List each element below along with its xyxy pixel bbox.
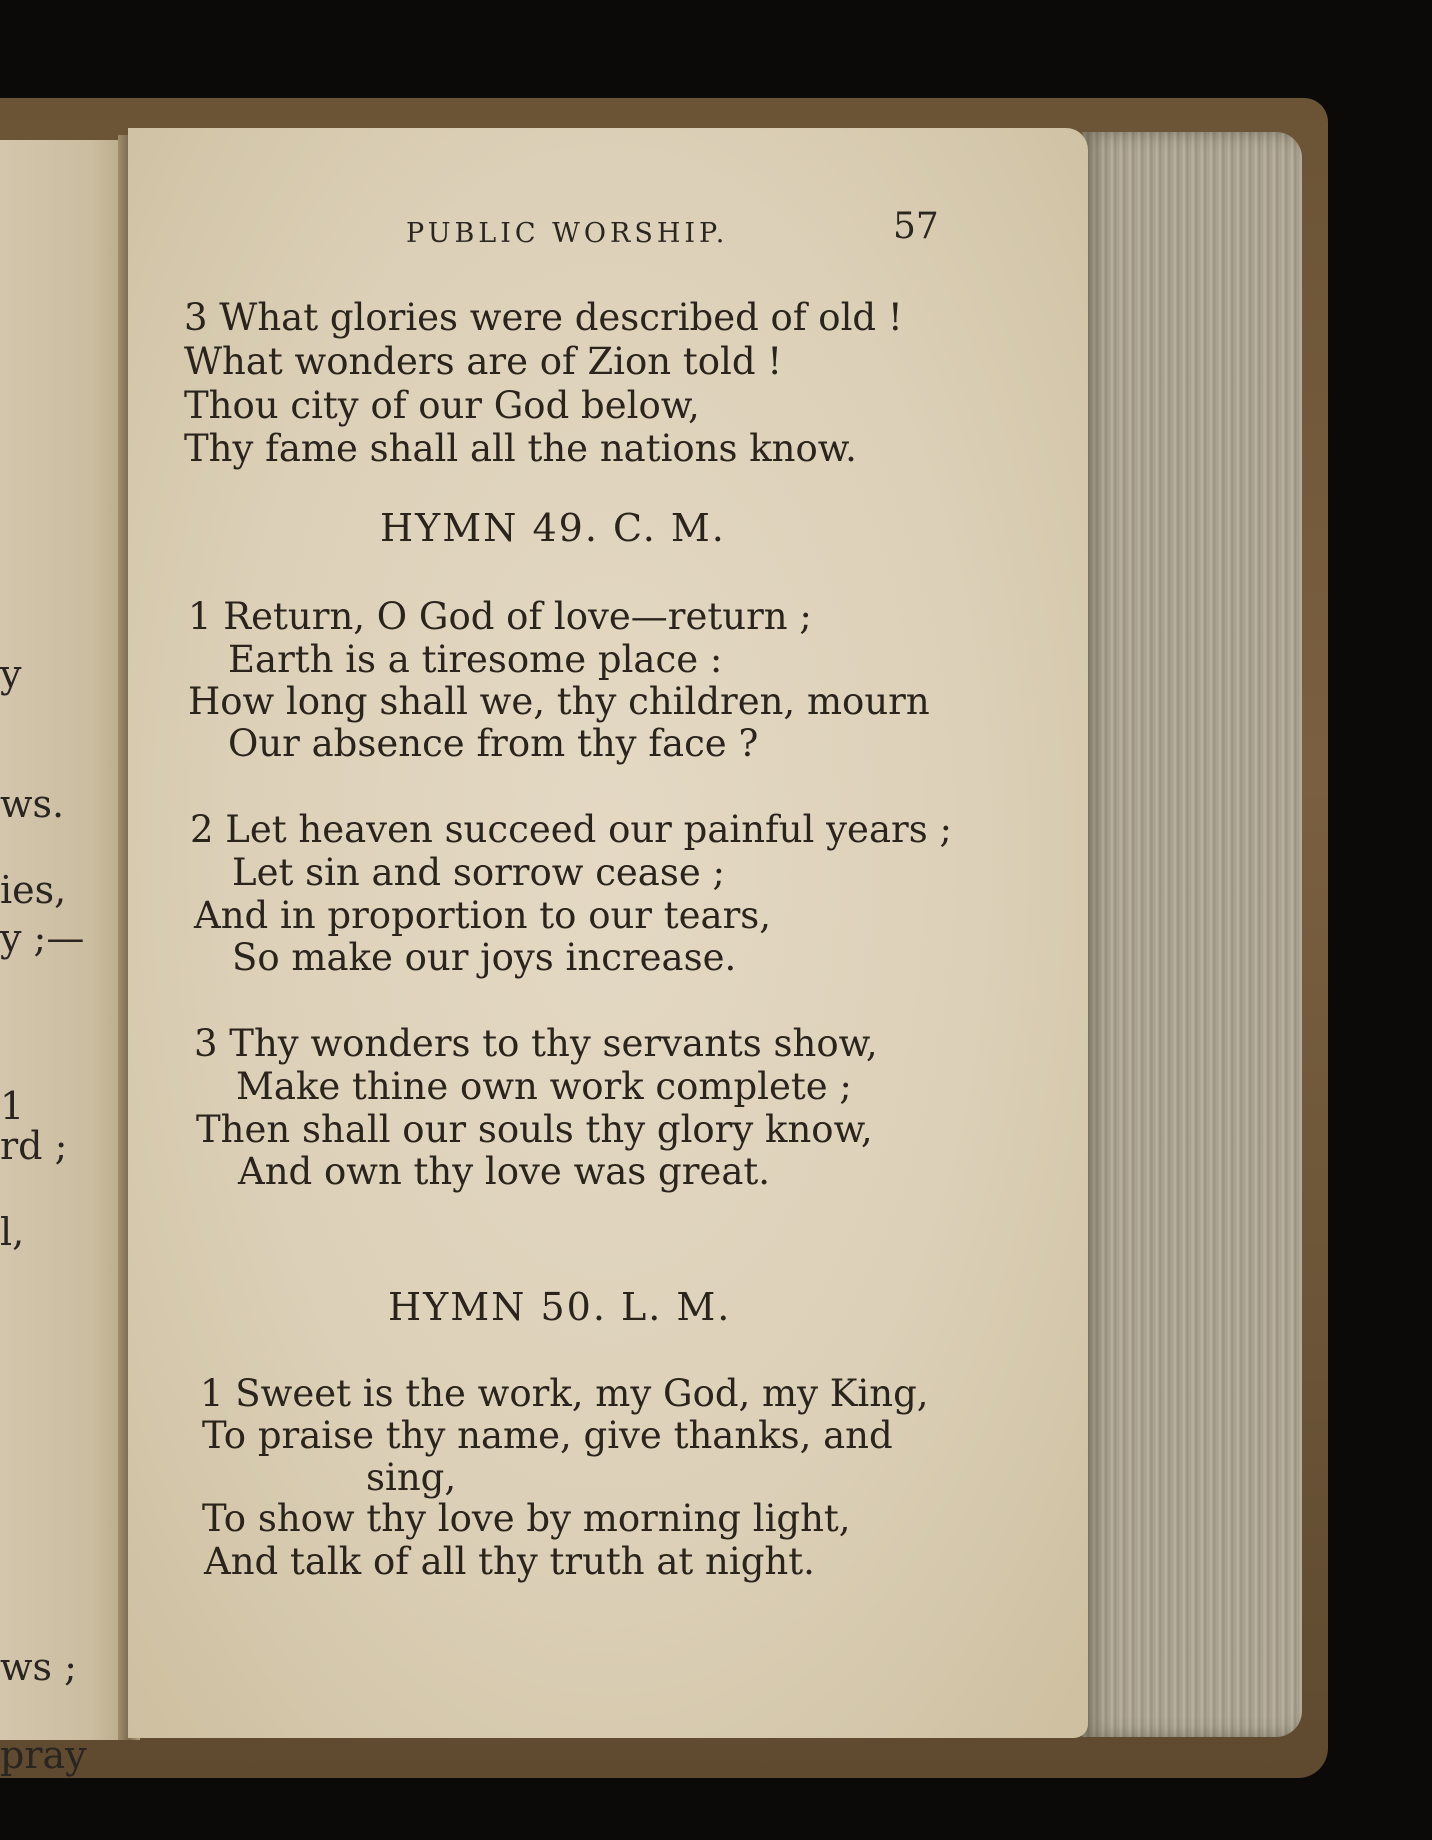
fragment: y	[0, 652, 22, 696]
fragment: ws.	[0, 782, 65, 826]
verse-line: 2 Let heaven succeed our painful years ;	[190, 808, 952, 851]
verse-line: 1 Sweet is the work, my God, my King,	[200, 1372, 929, 1415]
verse-line: Then shall our souls thy glory know,	[196, 1108, 873, 1151]
verse-line: Thy fame shall all the nations know.	[184, 427, 857, 470]
verse-line: And in proportion to our tears,	[194, 894, 772, 937]
hymn-title: HYMN 49. C. M.	[380, 506, 726, 550]
fragment: y ;—	[0, 916, 85, 960]
verse-line: Thou city of our God below,	[184, 384, 700, 427]
verse-line: To praise thy name, give thanks, and	[202, 1414, 893, 1457]
verse-line: What wonders are of Zion told !	[184, 340, 783, 383]
verse-line: Make thine own work complete ;	[236, 1065, 852, 1108]
verse-line: Our absence from thy face ?	[228, 722, 759, 765]
verse-line: 1 Return, O God of love—return ;	[188, 595, 812, 638]
verse-line: 3 Thy wonders to thy servants show,	[194, 1022, 878, 1065]
verse-line: Let sin and sorrow cease ;	[232, 851, 725, 894]
verse-line: sing,	[366, 1456, 457, 1499]
hymn-title: HYMN 50. L. M.	[388, 1285, 732, 1329]
verse-line: 3 What glories were described of old !	[184, 296, 903, 339]
page-number: 57	[893, 206, 939, 247]
fragment: rd ;	[0, 1124, 68, 1168]
fragment: l,	[0, 1210, 25, 1254]
verse-line: And own thy love was great.	[238, 1150, 771, 1193]
facing-page	[0, 140, 130, 1777]
verse-line: Earth is a tiresome place :	[228, 638, 723, 681]
page-edges	[1082, 132, 1302, 1737]
fragment: pray	[0, 1733, 87, 1777]
verse-line: So make our joys increase.	[232, 936, 737, 979]
verse-line: And talk of all thy truth at night.	[204, 1540, 815, 1583]
fragment: ies,	[0, 868, 67, 912]
verse-line: How long shall we, thy children, mourn	[188, 680, 930, 723]
fragment: ws ;	[0, 1645, 77, 1689]
fragment: 1	[0, 1084, 25, 1128]
verse-line: To show thy love by morning light,	[202, 1497, 851, 1540]
running-title: PUBLIC WORSHIP.	[406, 218, 729, 249]
